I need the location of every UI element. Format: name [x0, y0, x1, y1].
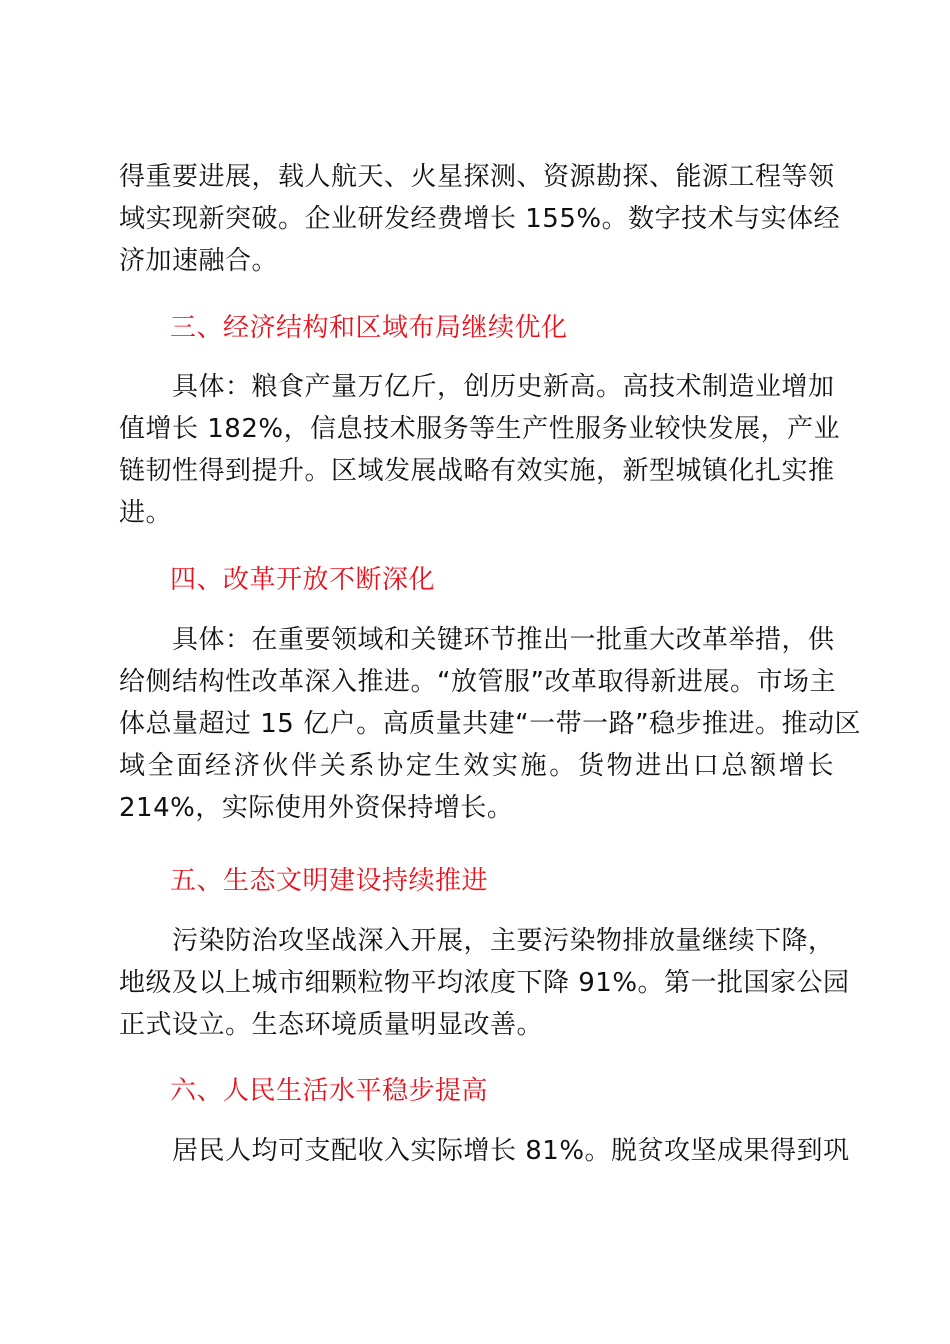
text-line: 域实现新突破。企业研发经费增长 155%。数字技术与实体经 — [119, 204, 841, 234]
section-paragraph — [119, 1130, 850, 1172]
section-heading: 四、改革开放不断深化 — [170, 565, 436, 595]
text-line: 链韧性得到提升。区域发展战略有效实施，新型城镇化扎实推 — [119, 456, 835, 486]
section-heading: 五、生态文明建设持续推进 — [170, 866, 489, 896]
text-line: 214%，实际使用外资保持增长。 — [119, 793, 514, 823]
text-line: 进。 — [119, 498, 173, 528]
section-paragraph — [119, 366, 841, 534]
text-line: 济加速融合。 — [119, 246, 279, 276]
text-line: 污染防治攻坚战深入开展，主要污染物排放量继续下降， — [119, 926, 835, 956]
text-line: 域全面经济伙伴关系协定生效实施。货物进出口总额增长 — [119, 751, 834, 781]
text-line: 值增长 182%，信息技术服务等生产性服务业较快发展，产业 — [119, 414, 841, 444]
text-line: 体总量超过 15 亿户。高质量共建“一带一路”稳步推进。推动区 — [119, 709, 862, 739]
intro-paragraph — [119, 156, 841, 282]
section-paragraph — [119, 920, 850, 1046]
text-line: 具体：粮食产量万亿斤，创历史新高。高技术制造业增加 — [119, 372, 835, 402]
text-line: 具体：在重要领域和关键环节推出一批重大改革举措，供 — [119, 625, 835, 655]
section-heading: 六、人民生活水平稳步提高 — [170, 1076, 489, 1106]
section-paragraph — [119, 619, 862, 829]
text-line: 给侧结构性改革深入推进。“放管服”改革取得新进展。市场主 — [119, 667, 836, 697]
text-line: 得重要进展，载人航天、火星探测、资源勘探、能源工程等领 — [119, 162, 835, 192]
text-line: 居民人均可支配收入实际增长 81%。脱贫攻坚成果得到巩 — [119, 1136, 850, 1166]
text-line: 地级及以上城市细颗粒物平均浓度下降 91%。第一批国家公园 — [119, 968, 850, 998]
text-line: 正式设立。生态环境质量明显改善。 — [119, 1010, 544, 1040]
section-heading: 三、经济结构和区域布局继续优化 — [170, 313, 568, 343]
